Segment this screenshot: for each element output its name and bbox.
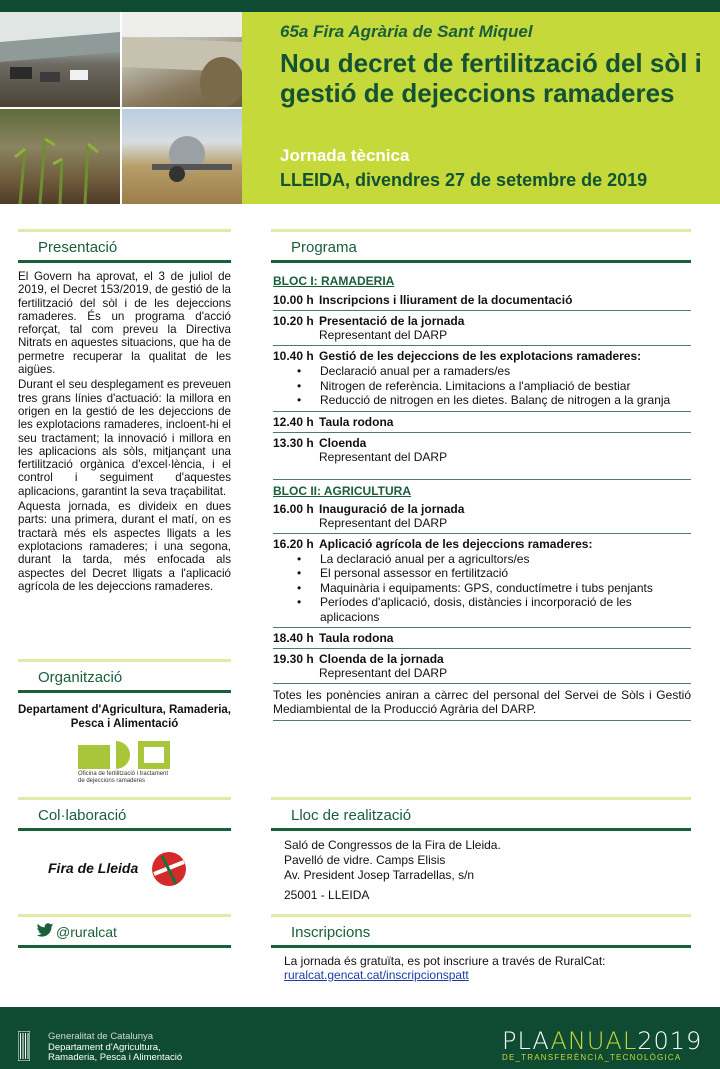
agenda-time: 19.30 h: [273, 652, 314, 666]
agenda-time: 16.20 h: [273, 536, 314, 551]
section-title: Col·laboració: [38, 807, 127, 824]
agenda-bullet: • Declaració anual per a ramaders/es: [297, 364, 691, 379]
bloc-title: BLOC II: AGRICULTURA: [273, 479, 691, 499]
agenda-line: [273, 415, 691, 429]
pla-anual-logo: [502, 1027, 702, 1055]
logo-caption-line: Oficina de fertilització i tractament: [78, 771, 169, 777]
venue-zip: 25001 - LLEIDA: [284, 888, 370, 902]
event-date: LLEIDA, divendres 27 de setembre de 2019: [280, 170, 648, 190]
registration-link[interactable]: ruralcat.gencat.cat/inscripcionspatt: [284, 968, 469, 982]
twitter-bird-icon: [36, 923, 54, 938]
agenda-item: [273, 432, 691, 467]
agenda-item: [273, 345, 691, 411]
presentacio-text: [18, 270, 231, 595]
agenda-title: Inscripcions i lliurament de la documentació: [319, 293, 573, 307]
agenda-line: [273, 314, 691, 328]
paragraph: Aquesta jornada, es divideix en dues parts: una primera, durant el matí, on es tractarà més els aspectes lligats a les explotacions ramaderes; i una segona, durant la tarda, més enfocada als aspectes del Decret lligats a l'aplicació agrícola de les dejeccions ramaderes.: [18, 500, 231, 593]
top-bar: [0, 0, 720, 12]
registration-text: La jornada és gratuïta, es pot inscriure a través de RuralCat:: [284, 954, 606, 968]
agenda-speaker: Representant del DARP: [319, 449, 448, 464]
fira-de-lleida-logo: [48, 848, 188, 890]
agenda-speaker: Representant del DARP: [319, 515, 448, 530]
agenda-time: 10.20 h: [273, 314, 314, 328]
agenda-speaker: Representant del DARP: [319, 666, 448, 680]
pla-subtitle: DE_TRANSFERÈNCIA_TECNOLÒGICA: [502, 1053, 682, 1062]
agenda-time: 12.40 h: [273, 414, 314, 429]
programme: [273, 274, 691, 721]
agenda-time: 16.00 h: [273, 501, 314, 516]
paragraph: El Govern ha aprovat, el 3 de juliol de 2019, el Decret 153/2019, de gestió de la fertilització del sòl i de les dejeccions ramaderes. És un programa d'acció reforçat, tal com preveu la Directiva Nitrats en aquestes situacions, que ha de permetre recuperar la qualitat de les aigües.: [18, 270, 231, 377]
venue-line: Av. President Josep Tarradellas, s/n: [284, 868, 475, 882]
twitter-link[interactable]: [18, 914, 231, 948]
venue-line: Pavelló de vidre. Camps Elisis: [284, 853, 446, 867]
gen-line: Ramaderia, Pesca i Alimentació: [48, 1052, 183, 1063]
gen-line: Generalitat de Catalunya: [48, 1031, 154, 1042]
section-header-lloc: [271, 797, 691, 831]
agenda-bullets: [273, 364, 691, 408]
bloc-items: [273, 290, 691, 467]
bloc-title: BLOC I: RAMADERIA: [273, 274, 395, 288]
header-photo-collage: [0, 12, 242, 204]
agenda-item: [273, 499, 691, 533]
venue-line: Saló de Congressos de la Fira de Lleida.: [284, 838, 501, 852]
logo-caption-line: de dejeccions ramaderes: [78, 778, 146, 784]
registration: [284, 954, 606, 982]
photo-lagoon: [122, 12, 242, 107]
bloc-items: [273, 499, 691, 684]
agenda-title: Aplicació agrícola de les dejeccions ramaderes:: [319, 536, 593, 551]
agenda-time: 13.30 h: [273, 435, 314, 450]
agenda-time: 18.40 h: [273, 631, 314, 645]
agenda-item: [273, 290, 691, 310]
gen-line: Departament d'Agricultura,: [48, 1041, 161, 1053]
photo-tanker: [122, 109, 242, 204]
generalitat-logo-icon: [18, 1031, 30, 1061]
fira-emblem-icon: [150, 850, 188, 888]
section-title: Organització: [38, 669, 123, 686]
photo-barn: [0, 12, 120, 107]
agenda-line: [273, 502, 691, 516]
fira-logo-text: Fira de Lleida: [48, 860, 139, 876]
paragraph: Durant el seu desplegament es preveuen tres grans línies d'actuació: la millora en origen en la gestió de les dejeccions de les explotacions ramaderes, incloent-hi el seu tractament; la innovació i millora en les aplicacions als sòls, mitjançant una fertilització orgànica d'excel·lència, i el control i seguiment d'aquestes aplicacions, garantint la seva traçabilitat.: [18, 378, 231, 498]
logo-caption: [78, 771, 218, 785]
event-type: Jornada tècnica: [280, 146, 410, 165]
venue: [284, 838, 501, 903]
agenda-time: 10.40 h: [273, 349, 314, 363]
twitter-handle: @ruralcat: [56, 924, 117, 940]
agenda-item: [273, 411, 691, 432]
section-title: Lloc de realització: [291, 807, 412, 824]
agenda-bullet: • Nitrogen de referència. Limitacions a l'ampliació de bestiar: [297, 379, 691, 394]
agenda-bullet: • Reducció de nitrogen en les dietes. Balanç de nitrogen a la granja: [297, 393, 691, 408]
agenda-line: [273, 652, 691, 666]
pla-text: PLA: [502, 1027, 551, 1055]
agenda-line: [273, 436, 691, 450]
agenda-bullet: • El personal assessor en fertilització: [297, 566, 691, 581]
fair-name: 65a Fira Agrària de Sant Miquel: [280, 22, 533, 41]
section-header-presentacio: [18, 229, 231, 263]
agenda-bullet: • La declaració anual per a agricultors/es: [297, 552, 691, 567]
agenda-bullet: • Períodes d'aplicació, dosis, distàncies i incorporació de les aplicacions: [297, 595, 691, 624]
section-header-inscripcions: [271, 914, 691, 948]
agenda-title: Cloenda: [319, 435, 367, 450]
agenda-item: [273, 310, 691, 345]
year-text: 2019: [637, 1027, 703, 1055]
agenda-line: [273, 537, 691, 551]
programme-note: Totes les ponències aniran a càrrec del personal del Servei de Sòls i Gestió Mediambiental de la Producció Agrària del DARP.: [273, 683, 691, 721]
agenda-line: [273, 349, 691, 363]
agenda-title: Gestió de les dejeccions de les explotacions ramaderes:: [319, 349, 642, 363]
section-header-organitzacio: [18, 659, 231, 693]
agenda-line: [273, 293, 691, 307]
agenda-bullet: • Maquinària i equipaments: GPS, conductímetre i tubs penjants: [297, 581, 691, 596]
section-title: Inscripcions: [291, 924, 371, 941]
agenda-title: Taula rodona: [319, 414, 394, 429]
generalitat-text: [48, 1032, 182, 1064]
agenda-item: [273, 648, 691, 683]
agenda-item: [273, 533, 691, 628]
organizer-name: Departament d'Agricultura, Ramaderia, Pesca i Alimentació: [18, 704, 231, 730]
agenda-time: 10.00 h: [273, 293, 314, 307]
section-header-collaboracio: [18, 797, 231, 831]
agenda-speaker: Representant del DARP: [319, 328, 448, 342]
agenda-item: [273, 627, 691, 648]
agenda-bullets: [273, 552, 691, 625]
anual-text: ANUAL: [550, 1027, 638, 1055]
agenda-title: Presentació de la jornada: [319, 314, 465, 328]
footer: [0, 1007, 720, 1069]
header-banner: [242, 12, 720, 204]
photo-corn-field: [0, 109, 120, 204]
agenda-line: [273, 631, 691, 645]
agenda-title: Cloenda de la jornada: [319, 652, 444, 666]
section-title: Programa: [291, 239, 357, 256]
agenda-title: Inauguració de la jornada: [319, 501, 465, 516]
agenda-title: Taula rodona: [319, 631, 394, 645]
section-title: Presentació: [38, 239, 118, 256]
page-title: Nou decret de fertilització del sòl i gestió de dejeccions ramaderes: [280, 48, 702, 108]
section-header-programa: [271, 229, 691, 263]
